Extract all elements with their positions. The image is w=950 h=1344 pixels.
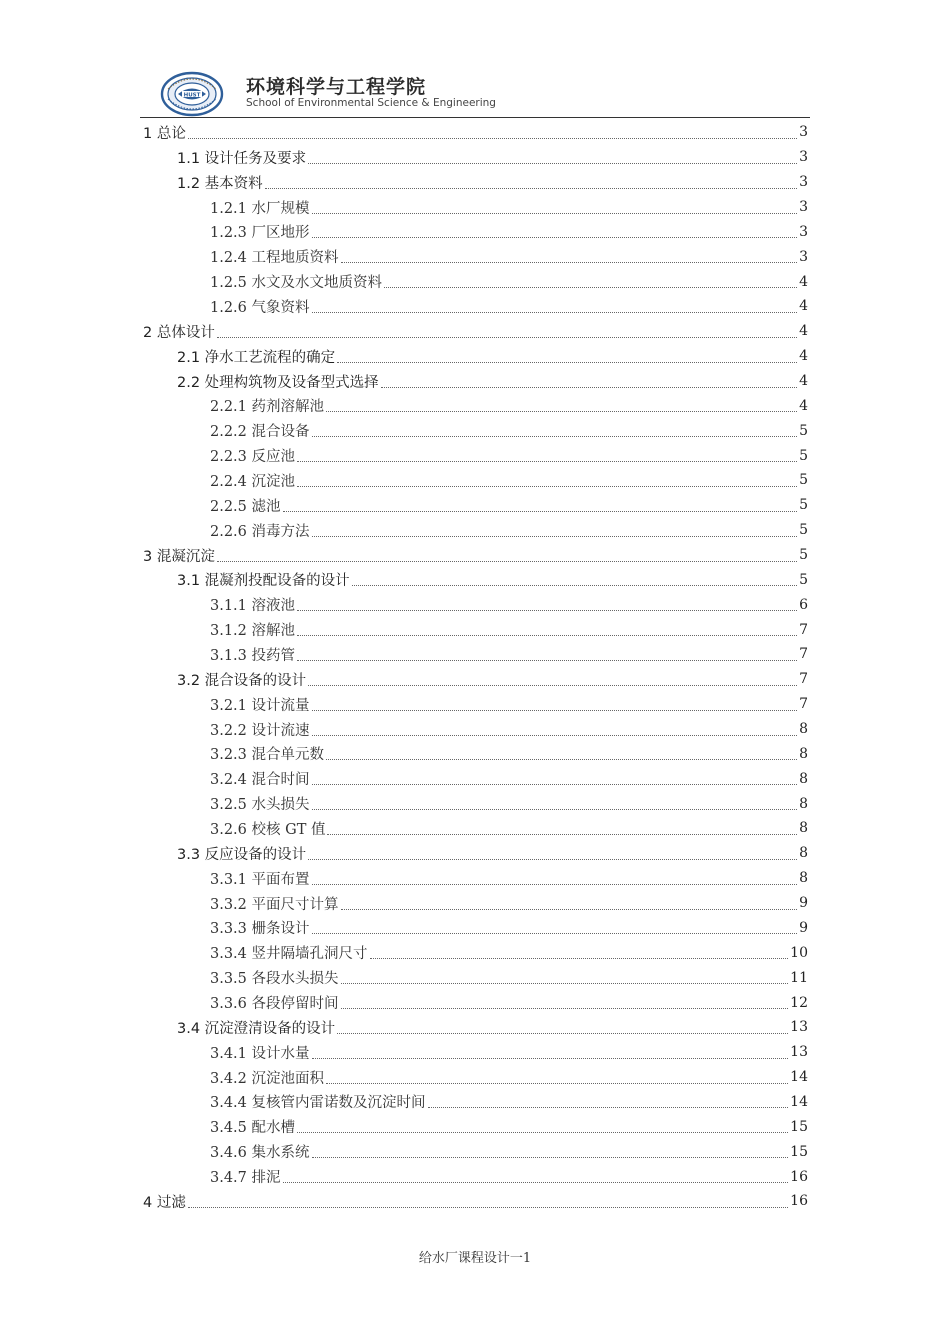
toc-entry[interactable]: [143, 443, 808, 468]
toc-entry-page: 4: [799, 298, 808, 315]
toc-dot-leader: [326, 759, 797, 760]
toc-entry[interactable]: [143, 344, 808, 369]
toc-entry[interactable]: [143, 617, 808, 642]
toc-entry[interactable]: [143, 219, 808, 244]
toc-entry[interactable]: [143, 418, 808, 443]
toc-entry-title: 3.3.4 竖井隔墙孔洞尺寸: [210, 946, 368, 963]
toc-dot-leader: [327, 834, 797, 835]
toc-entry-title: 4 过滤: [143, 1194, 186, 1211]
toc-entry-page: 7: [799, 621, 808, 638]
toc-entry-title: 3.2 混合设备的设计: [177, 672, 307, 689]
toc-entry[interactable]: [143, 667, 808, 692]
toc-entry-title: 2.2.2 混合设备: [210, 424, 310, 441]
toc-entry[interactable]: [143, 1189, 808, 1214]
toc-entry-title: 3.3 反应设备的设计: [177, 846, 307, 863]
toc-entry-page: 13: [790, 1044, 808, 1061]
toc-entry[interactable]: [143, 965, 808, 990]
toc-entry-page: 8: [799, 721, 808, 738]
toc-entry-page: 15: [790, 1118, 808, 1135]
toc-entry[interactable]: [143, 195, 808, 220]
toc-entry-page: 5: [799, 472, 808, 489]
toc-entry-title: 3.2.1 设计流量: [210, 697, 310, 714]
toc-entry[interactable]: [143, 866, 808, 891]
toc-entry-title: 3.4.5 配水槽: [210, 1120, 296, 1137]
toc-dot-leader: [326, 1083, 788, 1084]
toc-entry-title: 3.3.2 平面尺寸计算: [210, 896, 339, 913]
toc-entry[interactable]: [143, 1015, 808, 1040]
toc-entry-page: 4: [799, 348, 808, 365]
toc-entry-page: 15: [790, 1143, 808, 1160]
toc-entry-title: 2.1 净水工艺流程的确定: [177, 349, 336, 366]
toc-entry[interactable]: [143, 1139, 808, 1164]
toc-dot-leader: [341, 983, 789, 984]
toc-entry-title: 3.2.2 设计流速: [210, 722, 310, 739]
toc-entry-title: 1.2.5 水文及水文地质资料: [210, 275, 383, 292]
toc-dot-leader: [312, 884, 798, 885]
toc-entry-page: 3: [799, 199, 808, 215]
toc-entry-title: 1 总论: [143, 125, 186, 142]
toc-entry[interactable]: [143, 1040, 808, 1065]
toc-entry[interactable]: [143, 1164, 808, 1189]
toc-dot-leader: [217, 561, 797, 562]
toc-entry[interactable]: [143, 891, 808, 916]
toc-dot-leader: [217, 337, 797, 338]
toc-entry-title: 2.2.1 药剂溶解池: [210, 399, 325, 416]
toc-entry-page: 3: [799, 124, 808, 141]
toc-entry[interactable]: [143, 1114, 808, 1139]
toc-dot-leader: [265, 188, 797, 189]
toc-dot-leader: [297, 461, 797, 462]
toc-dot-leader: [297, 610, 797, 611]
toc-dot-leader: [381, 387, 797, 388]
institution-name-cn: 环境科学与工程学院: [246, 76, 427, 98]
toc-entry[interactable]: [143, 493, 808, 518]
toc-entry[interactable]: [143, 294, 808, 319]
toc-entry-page: 5: [799, 571, 808, 588]
toc-entry-page: 4: [799, 373, 808, 390]
toc-entry[interactable]: [143, 269, 808, 294]
toc-dot-leader: [312, 784, 798, 785]
toc-dot-leader: [370, 958, 789, 959]
toc-entry-page: 10: [790, 944, 808, 961]
toc-entry-title: 2.2.5 滤池: [210, 498, 281, 515]
toc-dot-leader: [308, 163, 797, 164]
toc-entry[interactable]: [143, 518, 808, 543]
toc-entry-title: 3.2.4 混合时间: [210, 772, 310, 789]
toc-entry-title: 1.1 设计任务及要求: [177, 150, 307, 167]
toc-entry[interactable]: [143, 717, 808, 742]
toc-entry-page: 14: [790, 1093, 808, 1110]
toc-entry-title: 1.2.1 水厂规模: [210, 200, 310, 217]
toc-dot-leader: [312, 933, 798, 934]
toc-dot-leader: [312, 735, 798, 736]
toc-entry[interactable]: [143, 592, 808, 617]
toc-dot-leader: [341, 1008, 789, 1009]
toc-dot-leader: [312, 436, 798, 437]
toc-entry[interactable]: [143, 642, 808, 667]
toc-entry[interactable]: [143, 990, 808, 1015]
toc-entry-page: 8: [799, 870, 808, 887]
toc-entry[interactable]: [143, 369, 808, 394]
toc-entry[interactable]: [143, 1090, 808, 1115]
toc-entry-title: 3.4 沉淀澄清设备的设计: [177, 1020, 336, 1037]
toc-dot-leader: [341, 262, 798, 263]
toc-dot-leader: [297, 486, 797, 487]
toc-entry-page: 16: [790, 1168, 808, 1185]
toc-dot-leader: [308, 685, 797, 686]
toc-entry-page: 5: [799, 522, 808, 539]
toc-entry-title: 3.1.2 溶解池: [210, 623, 296, 640]
toc-entry-page: 9: [799, 919, 808, 936]
toc-dot-leader: [384, 287, 797, 288]
toc-dot-leader: [337, 362, 797, 363]
page-footer: 给水厂课程设计一1: [418, 1251, 532, 1266]
institution-name-en: School of Environmental Science & Engineering: [246, 97, 496, 109]
toc-entry-page: 4: [799, 273, 808, 290]
toc-dot-leader: [337, 1033, 788, 1034]
toc-entry[interactable]: [143, 916, 808, 941]
toc-entry[interactable]: [143, 543, 808, 568]
toc-dot-leader: [312, 213, 798, 214]
toc-entry-page: 9: [799, 895, 808, 912]
toc-entry-title: 3.2.5 水头损失: [210, 797, 310, 814]
toc-entry-title: 2.2.6 消毒方法: [210, 523, 310, 540]
page-header: [160, 66, 810, 116]
toc-entry[interactable]: [143, 766, 808, 791]
toc-entry-title: 2.2 处理构筑物及设备型式选择: [177, 374, 379, 391]
toc-entry-page: 5: [799, 447, 808, 464]
toc-entry[interactable]: [143, 816, 808, 841]
toc-dot-leader: [312, 809, 798, 810]
toc-entry-page: 7: [799, 696, 808, 713]
toc-entry-page: 12: [790, 994, 808, 1011]
toc-dot-leader: [283, 511, 798, 512]
toc-entry-title: 3.2.6 校核 GT 值: [210, 821, 326, 838]
toc-entry-page: 3: [799, 248, 808, 265]
toc-dot-leader: [312, 710, 798, 711]
toc-dot-leader: [297, 660, 797, 661]
toc-entry-title: 2.2.3 反应池: [210, 449, 296, 466]
toc-dot-leader: [312, 536, 798, 537]
toc-dot-leader: [326, 411, 797, 412]
toc-entry-page: 5: [799, 547, 808, 564]
toc-entry-page: 5: [799, 497, 808, 514]
toc-entry-title: 3.3.6 各段停留时间: [210, 996, 339, 1012]
toc-entry[interactable]: [143, 145, 808, 170]
toc-entry[interactable]: [143, 791, 808, 816]
toc-entry-title: 3.1.3 投药管: [210, 647, 296, 664]
toc-entry-title: 3 混凝沉淀: [143, 548, 215, 565]
toc-entry[interactable]: [143, 692, 808, 717]
toc-entry[interactable]: [143, 319, 808, 344]
toc-dot-leader: [312, 1157, 789, 1158]
toc-entry-page: 4: [799, 323, 808, 340]
toc-dot-leader: [428, 1107, 789, 1108]
toc-entry-title: 3.1.1 溶液池: [210, 598, 296, 615]
toc-entry-title: 1.2.4 工程地质资料: [210, 250, 339, 267]
table-of-contents: [143, 120, 808, 1214]
toc-entry[interactable]: [143, 741, 808, 766]
toc-entry-page: 8: [799, 745, 808, 762]
toc-dot-leader: [352, 585, 797, 586]
toc-entry-title: 2 总体设计: [143, 324, 215, 341]
toc-entry[interactable]: [143, 841, 808, 866]
toc-entry-page: 7: [799, 646, 808, 663]
toc-dot-leader: [297, 635, 797, 636]
toc-entry-title: 2.2.4 沉淀池: [210, 473, 296, 490]
toc-entry-title: 3.4.7 排泥: [210, 1170, 281, 1187]
toc-entry[interactable]: [143, 120, 808, 145]
toc-entry-title: 3.3.3 栅条设计: [210, 921, 310, 938]
toc-entry[interactable]: [143, 170, 808, 195]
toc-entry-page: 8: [799, 845, 808, 862]
toc-entry-title: 3.4.4 复核管内雷诺数及沉淀时间: [210, 1095, 426, 1112]
toc-entry[interactable]: [143, 940, 808, 965]
toc-entry-page: 5: [799, 422, 808, 439]
toc-dot-leader: [312, 312, 798, 313]
toc-entry-title: 3.4.1 设计水量: [210, 1045, 310, 1062]
toc-entry-page: 14: [790, 1069, 808, 1086]
toc-dot-leader: [188, 1207, 788, 1208]
toc-entry-page: 3: [799, 174, 808, 191]
toc-entry-title: 3.3.1 平面布置: [210, 871, 310, 888]
toc-dot-leader: [341, 909, 798, 910]
toc-entry-title: 1.2.3 厂区地形: [210, 225, 310, 242]
toc-entry[interactable]: [143, 393, 808, 418]
toc-entry-page: 6: [799, 596, 808, 613]
toc-entry[interactable]: [143, 244, 808, 269]
toc-dot-leader: [297, 1132, 788, 1133]
university-seal-icon: [160, 71, 224, 117]
toc-entry-page: 8: [799, 820, 808, 837]
toc-dot-leader: [308, 859, 797, 860]
toc-entry-title: 3.4.2 沉淀池面积: [210, 1070, 325, 1087]
header-divider: [140, 117, 810, 118]
toc-entry-page: 8: [799, 795, 808, 812]
toc-entry-title: 1.2.6 气象资料: [210, 299, 310, 316]
svg-text:HUST: HUST: [183, 92, 201, 99]
toc-dot-leader: [188, 138, 797, 139]
toc-entry-title: 3.1 混凝剂投配设备的设计: [177, 573, 350, 590]
toc-entry-page: 4: [799, 397, 808, 414]
toc-entry-title: 3.2.3 混合单元数: [210, 747, 325, 764]
toc-entry-title: 3.3.5 各段水头损失: [210, 971, 339, 988]
toc-entry[interactable]: [143, 468, 808, 493]
toc-entry[interactable]: [143, 567, 808, 592]
toc-entry-page: 13: [790, 1019, 808, 1036]
toc-entry-title: 1.2 基本资料: [177, 175, 263, 192]
toc-dot-leader: [312, 1058, 789, 1059]
toc-entry[interactable]: [143, 1065, 808, 1090]
toc-entry-page: 7: [799, 671, 808, 688]
toc-entry-page: 3: [799, 223, 808, 240]
toc-entry-page: 16: [790, 1193, 808, 1210]
toc-dot-leader: [312, 237, 798, 238]
toc-entry-page: 3: [799, 149, 808, 166]
toc-entry-page: 11: [790, 969, 808, 986]
toc-entry-title: 3.4.6 集水系统: [210, 1145, 310, 1162]
toc-entry-page: 8: [799, 770, 808, 787]
toc-dot-leader: [283, 1182, 789, 1183]
